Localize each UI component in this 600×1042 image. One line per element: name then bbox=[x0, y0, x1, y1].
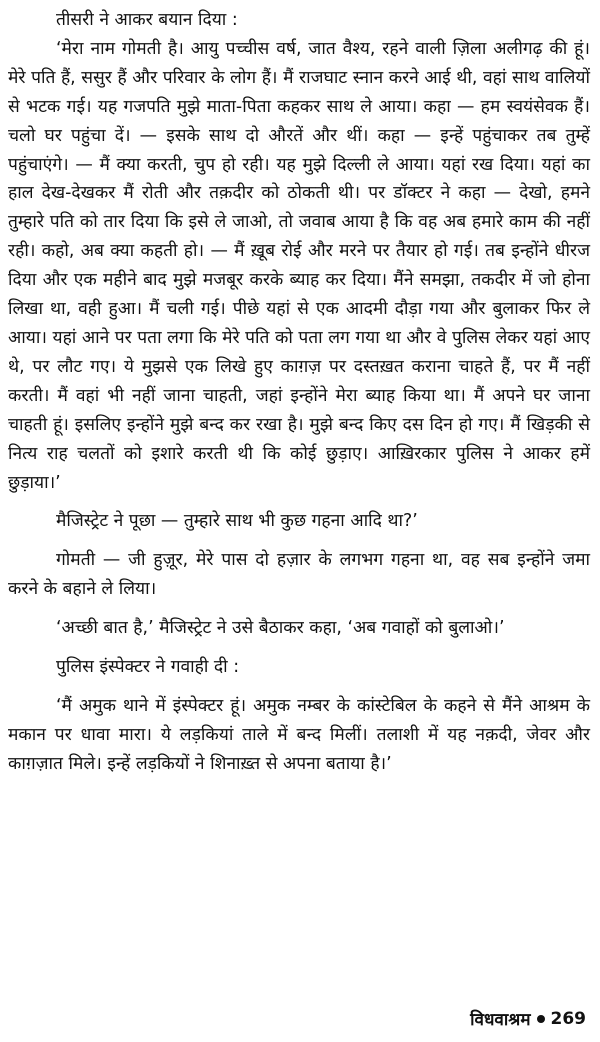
bullet-separator-icon bbox=[537, 1015, 545, 1023]
paragraph-gomati-statement: ‘मेरा नाम गोमती है। आयु पच्चीस वर्ष, जात वैश्य, रहने वाली ज़िला अलीगढ़ की हूं। मेरे पति हैं, ससुर हैं और परिवार के लोग हैं। मैं राजघाट स्नान करने आई थी, वहां साथ वालियों से भटक गई। यह गजपति मुझे माता-पिता कहकर साथ ले आया। कहा — हम स्वयंसेवक हैं। चलो घर पहुंचा दें। — इसके साथ दो औरतें और थीं। कहा — इन्हें पहुंचाकर तब तुम्हें पहुंचाएंगे। — मैं क्या करती, चुप हो रही। यह मुझे दिल्ली ले आया। यहां रख दिया। यहां का हाल देख-देखकर मैं रोती और तक़दीर को ठोकती थी। पर डॉक्टर ने कहा — देखो, हमने तुम्हारे पति को तार दिया कि इसे ले जाओ, तो जवाब आया है कि वह अब हमारे काम की नहीं रही। कहो, अब क्या कहती हो। — मैं ख़ूब रोई और मरने पर तैयार हो गई। तब इन्होंने धीरज दिया और एक महीने बाद मुझे मजबूर करके ब्याह कर दिया। मैंने समझा, तकदीर में जो होना लिखा था, वही हुआ। मैं चली गई। पीछे यहां से एक आदमी दौड़ा गया और बुलाकर फिर ले आया। यहां आने पर पता लगा कि मेरे पति को पता लग गया था और वे पुलिस लेकर यहां आए थे, पर लौट गए। ये मुझसे एक लिखे हुए काग़ज़ पर दस्तख़त कराना चाहते हैं, पर मैं नहीं करती। मैं वहां भी नहीं जाना चाहती, जहां इन्होंने मेरा ब्याह किया था। मैं अपने घर जाना चाहती हूं। इसलिए इन्होंने मुझे बन्द कर रखा है। मुझे बन्द किए दस दिन हो गए। मैं खिड़की से नित्य राह चलतों को इशारे करती थी कि कोई छुड़ाए। आख़िरकार पुलिस ने आकर हमें छुड़ाया।’ bbox=[8, 38, 590, 493]
paragraph-gomati-reply: गोमती — जी हुज़ूर, मेरे पास दो हज़ार के लगभग गहना था, वह सब इन्होंने जमा करने के बहाने ले लिया। bbox=[8, 550, 590, 600]
paragraph-intro: तीसरी ने आकर बयान दिया : bbox=[56, 10, 238, 30]
page-footer bbox=[470, 1007, 586, 1030]
running-title: विधवाश्रम bbox=[470, 1010, 531, 1030]
paragraph-inspector-statement: ‘मैं अमुक थाने में इंस्पेक्टर हूं। अमुक नम्बर के कांस्टेबिल के कहने से मैंने आश्रम के मकान पर धावा मारा। ये लड़कियां ताले में बन्द मिलीं। तलाशी में यह नक़दी, जेवर और काग़ज़ात मिले। इन्हें लड़कियों ने शिनाख़्त से अपना बताया है।’ bbox=[8, 695, 590, 774]
page-number: 269 bbox=[550, 1008, 586, 1029]
paragraph-inspector-intro: पुलिस इंस्पेक्टर ने गवाही दी : bbox=[56, 657, 240, 678]
paragraph-magistrate-call-witness: ‘अच्छी बात है,’ मैजिस्ट्रेट ने उसे बैठाकर कहा, ‘अब गवाहों को बुलाओ।’ bbox=[56, 618, 505, 639]
paragraph-magistrate-question: मैजिस्ट्रेट ने पूछा — तुम्हारे साथ भी कुछ गहना आदि था?’ bbox=[56, 511, 418, 532]
